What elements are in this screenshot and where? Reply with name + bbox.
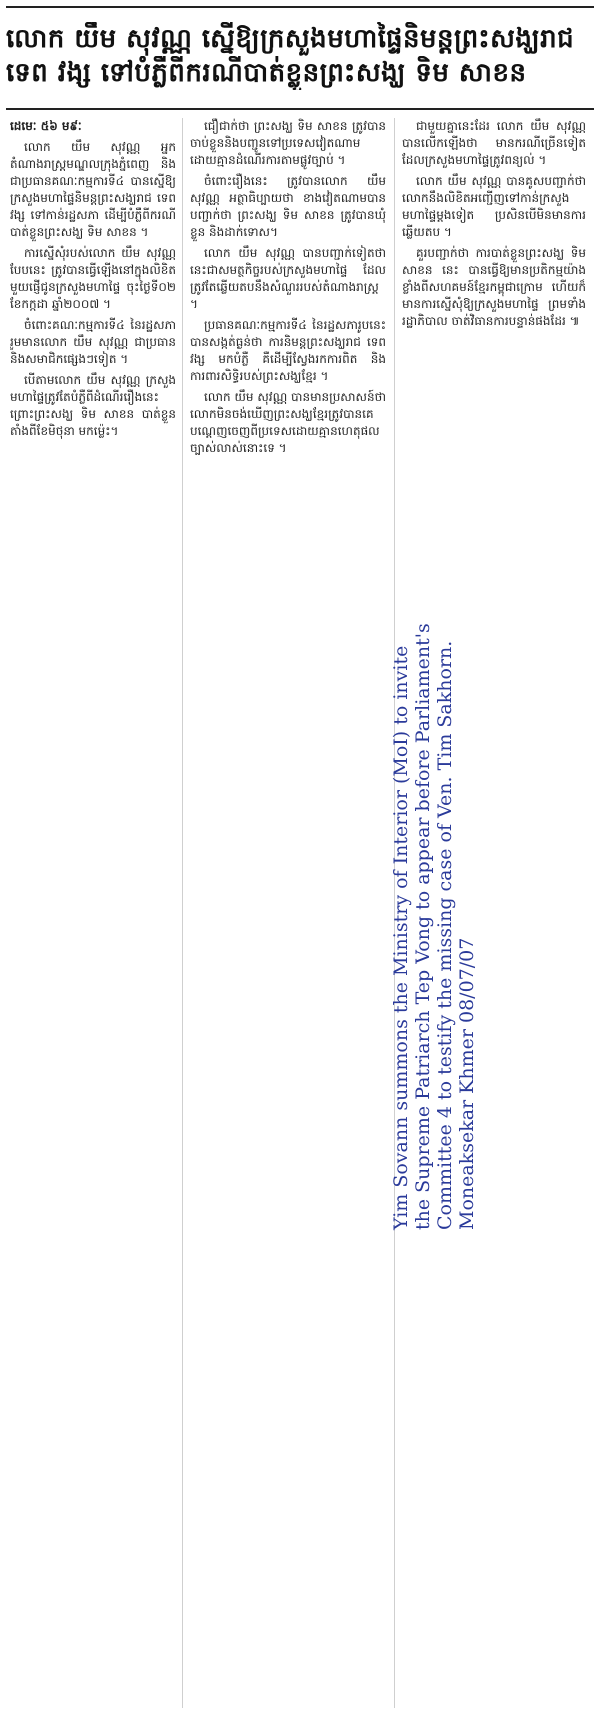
article-column-1	[10, 118, 176, 1708]
caption-line-4: Moneaksekar Khmer 08/07/07	[456, 937, 478, 1230]
caption-line-1: Yim Sovann summons the Ministry of Interior (MoI) to invite	[390, 645, 412, 1230]
article-column-2	[190, 118, 386, 1708]
paragraph: លោក យឹម សុវណ្ណ បានគូសបញ្ជាក់ថា លោកនឹងលិខិតអញ្ជើញទៅកាន់ក្រសួងមហាផ្ទៃម្តងទៀត ប្រសិនបើមិនមានការឆ្លើយតប ។	[402, 174, 586, 239]
headline-rule	[6, 108, 594, 110]
paragraph: ការស្នើសុំរបស់លោក យឹម សុវណ្ណ បែបនេះ ត្រូវបានធ្វើឡើងនៅក្នុងលិខិតមួយផ្ញើជូនក្រសួងមហាផ្ទៃ ចុះថ្ងៃទី០២ ខែកក្កដា ឆ្នាំ២០០៧ ។	[10, 246, 176, 311]
headline-line-1: លោក យឹម សុវណ្ណ ស្នើឱ្យក្រសួងមហាផ្ទៃនិមន្តព្រះសង្ឃរាជ	[6, 24, 575, 54]
paragraph: លោក យឹម សុវណ្ណ អ្នកតំណាងរាស្ត្រមណ្ឌលក្រុងភ្នំពេញ និងជាប្រធានគណៈកម្មការទី៤ បានស្នើឱ្យក្រសួងមហាផ្ទៃនិមន្តព្រះសង្ឃរាជ ទេព វង្ស ទៅកាន់រដ្ឋសភា ដើម្បីបំភ្លឺពីករណីបាត់ខ្លួនព្រះសង្ឃ ទិម សាខន ។	[10, 140, 176, 239]
paragraph: គួរបញ្ជាក់ថា ការបាត់ខ្លួនព្រះសង្ឃ ទិម សាខន នេះ បានធ្វើឱ្យមានប្រតិកម្មយ៉ាងខ្លាំងពីសហគមន៍ខ្មែរកម្ពុជាក្រោម ហើយក៏មានការស្នើសុំឱ្យក្រសួងមហាផ្ទៃ ព្រមទាំងរដ្ឋាភិបាល ចាត់វិធានការបន្ទាន់ផងដែរ ៕	[402, 246, 586, 328]
dateline: ដេមេៈ ៥៦ ម៩ៈ	[10, 119, 82, 133]
top-rule	[6, 6, 594, 8]
paragraph: លោក យឹម សុវណ្ណ បានបញ្ជាក់ទៀតថា នេះជាសមត្ថកិច្ចរបស់ក្រសួងមហាផ្ទៃ ដែលត្រូវតែឆ្លើយតបនឹងសំណួររបស់តំណាងរាស្ត្រ ។	[190, 246, 386, 311]
column-divider	[182, 118, 183, 1708]
paragraph: ជឿជាក់ថា ព្រះសង្ឃ ទិម សាខន ត្រូវបានចាប់ខ្លួននិងបញ្ជូនទៅប្រទេសវៀតណាម ដោយគ្មានដំណើរការតាមផ្លូវច្បាប់ ។	[190, 119, 386, 167]
paragraph: ចំពោះរឿងនេះ ត្រូវបានលោក យឹម សុវណ្ណ អត្ថាធិប្បាយថា ខាងវៀតណាមបានបញ្ជាក់ថា ព្រះសង្ឃ ទិម សាខន ត្រូវបានឃុំខ្លួន និងដាក់ទោស។	[190, 174, 386, 239]
paragraph: ប្រធានគណៈកម្មការទី៤ នៃរដ្ឋសភារូបនេះ បានសង្កត់ធ្ងន់ថា ការនិមន្តព្រះសង្ឃរាជ ទេព វង្ស មកបំភ្លឺ គឺដើម្បីស្វែងរកការពិត និងការពារសិទ្ធិរបស់ព្រះសង្ឃខ្មែរ ។	[190, 318, 386, 383]
paragraph: ចំពោះគណៈកម្មការទី៤ នៃរដ្ឋសភា រួមមានលោក យឹម សុវណ្ណ ជាប្រធាន និងសមាជិកផ្សេងៗទៀត ។	[10, 318, 176, 366]
headline-line-2: ទេព វង្ស ទៅបំភ្លឺពីករណីបាត់ខ្លួនព្រះសង្ឃ ទិម សាខន	[6, 58, 527, 88]
caption-line-2: the Supreme Patriarch Tep Vong to appear before Parliament's	[412, 623, 434, 1230]
article-column-3	[402, 118, 586, 588]
caption-line-3: Committee 4 to testify the missing case of Ven. Tim Sakhorn.	[434, 640, 456, 1230]
paragraph: ជាមួយគ្នានេះដែរ លោក យឹម សុវណ្ណ បានលើកឡើងថា មានករណីច្រើនទៀតដែលក្រសួងមហាផ្ទៃត្រូវពន្យល់ ។	[402, 119, 586, 167]
headline	[6, 22, 594, 90]
paragraph: លោក យឹម សុវណ្ណ បានមានប្រសាសន៍ថា លោកមិនចង់ឃើញព្រះសង្ឃខ្មែរត្រូវបានគេបណ្តេញចេញពីប្រទេសដោយគ្មានហេតុផលច្បាស់លាស់នោះទេ ។	[190, 390, 386, 455]
paragraph: បើតាមលោក យឹម សុវណ្ណ ក្រសួងមហាផ្ទៃត្រូវតែបំភ្លឺពីដំណើររឿងនេះ ព្រោះព្រះសង្ឃ ទិម សាខន បាត់ខ្លួនតាំងពីខែមិថុនា មកម្ល៉េះ។	[10, 373, 176, 438]
english-caption	[390, 610, 510, 1230]
